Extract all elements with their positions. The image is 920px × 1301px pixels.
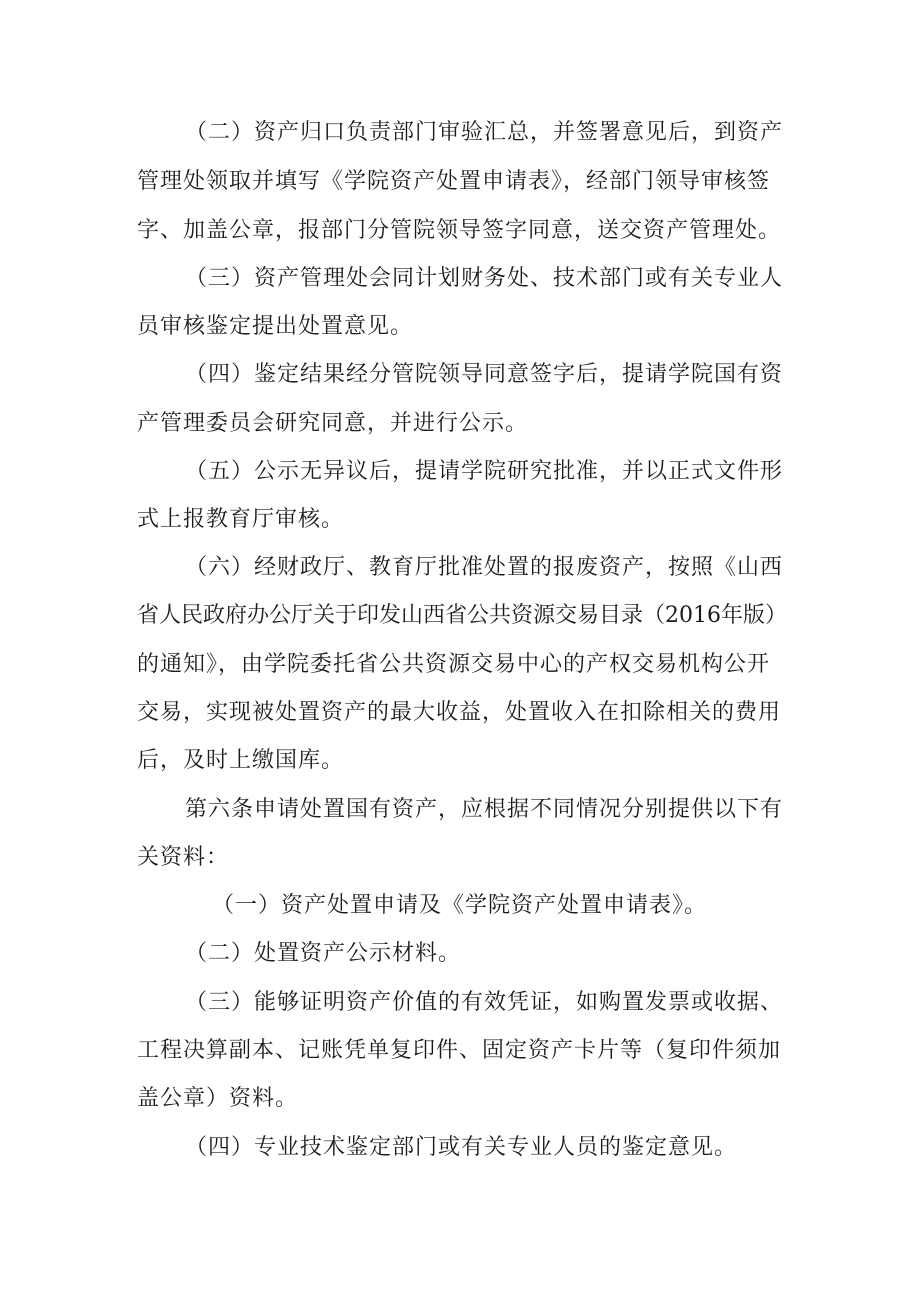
text-line: 产管理委员会研究同意，并进行公示。 xyxy=(137,411,529,436)
text-line: 字、加盖公章，报部门分管院领导签字同意，送交资产管理处。 xyxy=(137,218,782,243)
text-line: 后，及时上缴国库。 xyxy=(137,748,345,773)
text-line: 式上报教育厅审核。 xyxy=(137,507,345,532)
text-line: 省人民政府办公厅关于印发山西省公共资源交易目录（2016年版） xyxy=(137,603,787,628)
text-line: 盖公章）资料。 xyxy=(137,1086,299,1111)
text-line: （二）资产归口负责部门审验汇总，并签署意见后，到资产 xyxy=(185,120,784,145)
text-line: （三）能够证明资产价值的有效凭证，如购置发票或收据、 xyxy=(185,990,784,1015)
text-line: （五）公示无异议后，提请学院研究批准，并以正式文件形 xyxy=(185,459,784,484)
text-line: （四）专业技术鉴定部门或有关专业人员的鉴定意见。 xyxy=(185,1135,738,1160)
text-line: （三）资产管理处会同计划财务处、技术部门或有关专业人 xyxy=(185,266,784,291)
text-line: 工程决算副本、记账凭单复印件、固定资产卡片等（复印件须加 xyxy=(137,1038,782,1063)
text-line: 关资料： xyxy=(137,845,230,870)
text-line: 员审核鉴定提出处置意见。 xyxy=(137,314,414,339)
text-line: （二）处置资产公示材料。 xyxy=(185,941,462,966)
section-heading-line: 第六条申请处置国有资产，应根据不同情况分别提供以下有 xyxy=(185,797,784,822)
text-line: （四）鉴定结果经分管院领导同意签字后，提请学院国有资 xyxy=(185,362,784,387)
text-line: 的通知》，由学院委托省公共资源交易中心的产权交易机构公开 xyxy=(137,652,771,677)
text-line: （一）资产处置申请及《学院资产处置申请表》。 xyxy=(212,893,708,918)
text-line: （六）经财政厅、教育厅批准处置的报废资产，按照《山西 xyxy=(185,555,784,580)
text-line: 管理处领取并填写《学院资产处置申请表》，经部门领导审核签 xyxy=(137,169,771,194)
text-line: 交易，实现被处置资产的最大收益，处置收入在扣除相关的费用 xyxy=(137,700,782,725)
